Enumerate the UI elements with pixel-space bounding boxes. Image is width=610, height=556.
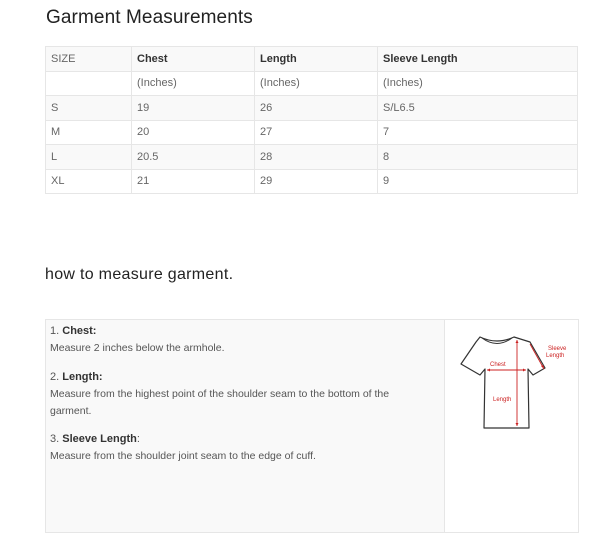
cell-sleeve: 8 [378, 145, 578, 170]
step-label-suffix: : [136, 433, 140, 445]
table-row [46, 169, 578, 194]
step-label: Sleeve Length [62, 433, 137, 445]
step-sleeve-text: Measure from the shoulder joint seam to the edge of cuff. [50, 450, 316, 462]
units-size [46, 71, 132, 96]
header-chest: Chest [132, 47, 255, 72]
table-header-row [46, 47, 578, 72]
step-label: Length: [62, 371, 103, 383]
measure-guide [45, 319, 579, 533]
chest-label: Chest [490, 362, 506, 368]
cell-length: 26 [255, 96, 378, 121]
cell-size: XL [46, 169, 132, 194]
page-title: Garment Measurements [46, 7, 253, 28]
step-length-text: Measure from the highest point of the shoulder seam to the bottom of the garment. [50, 388, 390, 417]
cell-length: 27 [255, 120, 378, 145]
sleeve-label-line1: Sleeve [548, 346, 567, 352]
howto-heading: how to measure garment. [45, 266, 234, 283]
step-number: 3. [50, 433, 60, 445]
step-length-heading [50, 369, 103, 386]
instructions-panel [46, 320, 445, 532]
table-row [46, 120, 578, 145]
units-chest: (Inches) [132, 71, 255, 96]
step-number: 2. [50, 371, 60, 383]
cell-chest: 21 [132, 169, 255, 194]
tshirt-outline-icon [461, 337, 545, 428]
tshirt-diagram [445, 320, 578, 532]
step-number: 1. [50, 325, 60, 337]
step-label: Chest: [62, 325, 97, 337]
diagram-panel [445, 320, 578, 532]
cell-sleeve: S/L6.5 [378, 96, 578, 121]
cell-size: L [46, 145, 132, 170]
cell-chest: 19 [132, 96, 255, 121]
units-length: (Inches) [255, 71, 378, 96]
sleeve-label-line2: Length [546, 353, 565, 359]
cell-length: 29 [255, 169, 378, 194]
header-sleeve-length: Sleeve Length [378, 47, 578, 72]
cell-sleeve: 7 [378, 120, 578, 145]
header-length: Length [255, 47, 378, 72]
header-size: SIZE [46, 47, 132, 72]
cell-length: 28 [255, 145, 378, 170]
length-label: Length [493, 397, 512, 403]
table-row [46, 96, 578, 121]
cell-chest: 20.5 [132, 145, 255, 170]
cell-size: S [46, 96, 132, 121]
table-row [46, 145, 578, 170]
size-chart-table [45, 46, 578, 194]
step-sleeve-heading [50, 431, 140, 448]
units-sleeve-length: (Inches) [378, 71, 578, 96]
cell-chest: 20 [132, 120, 255, 145]
step-chest-heading [50, 323, 96, 340]
cell-size: M [46, 120, 132, 145]
cell-sleeve: 9 [378, 169, 578, 194]
step-chest-text: Measure 2 inches below the armhole. [50, 342, 225, 354]
table-units-row [46, 71, 578, 96]
